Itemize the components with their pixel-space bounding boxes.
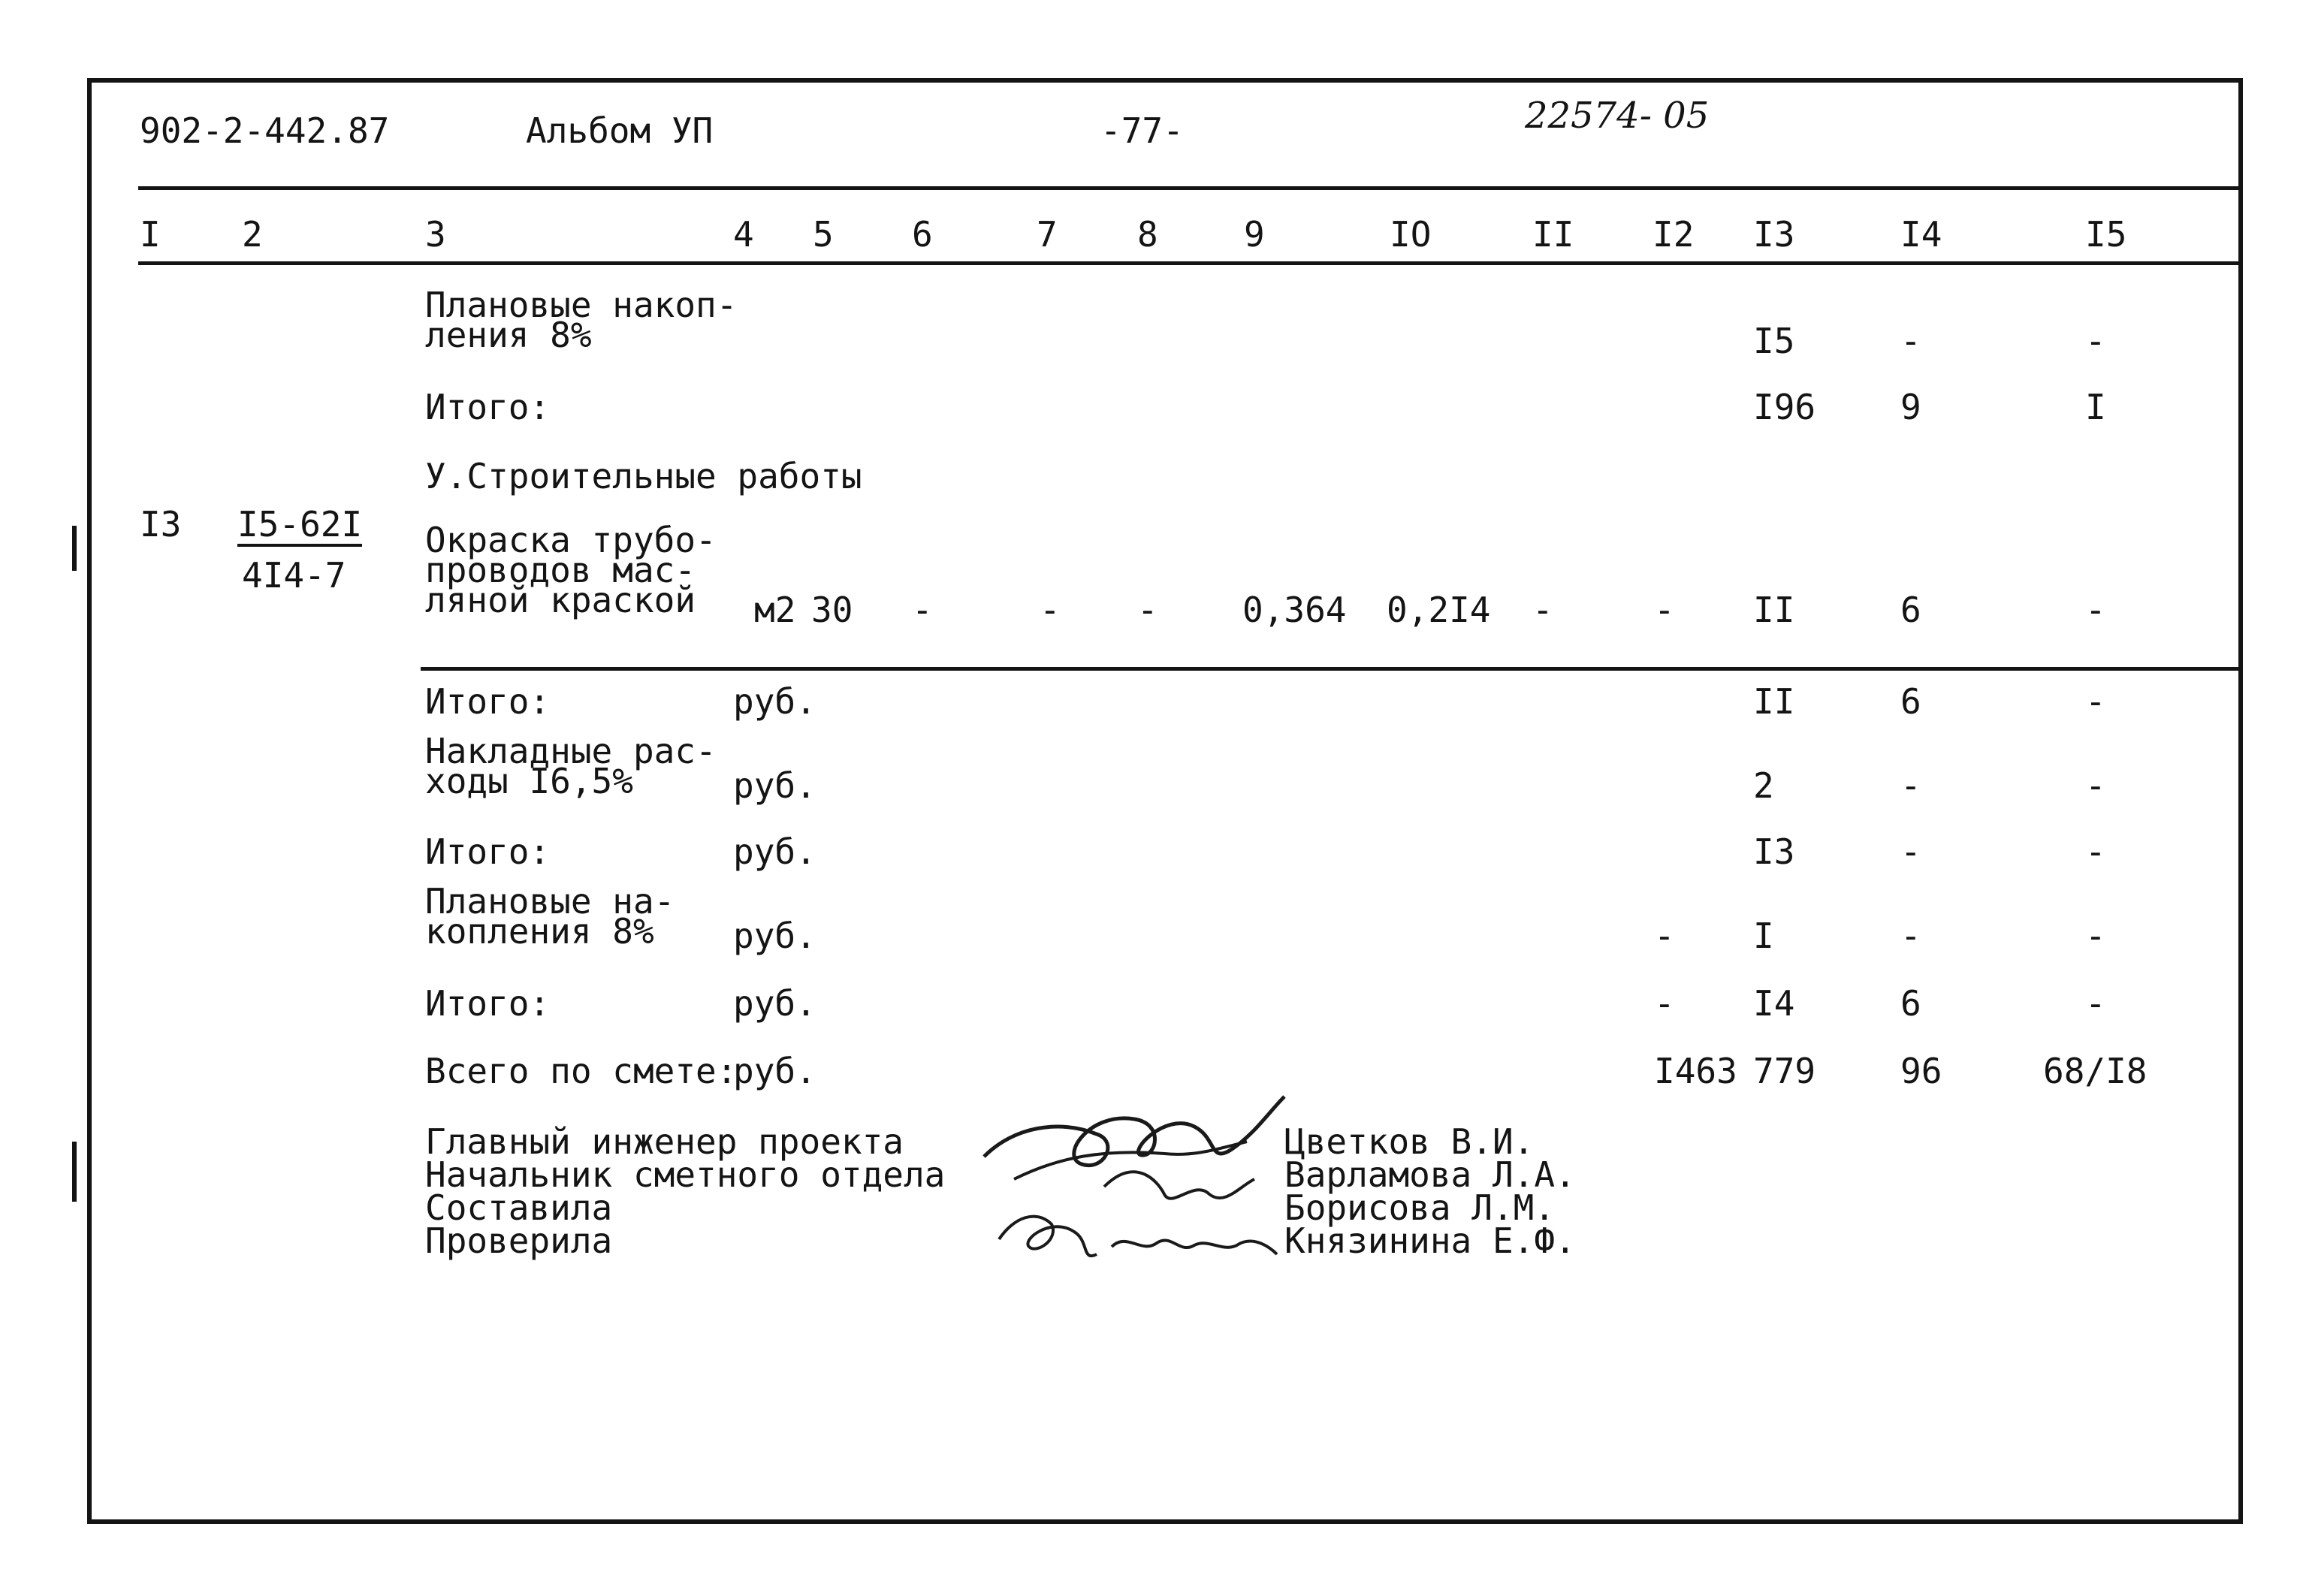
column-number: I3 [1753, 214, 1795, 255]
cell-unit: м2 [754, 590, 796, 630]
row-label: ления 8% [425, 315, 592, 355]
cell-c14: 96 [1900, 1051, 1942, 1091]
cell-unit: руб. [733, 916, 816, 956]
column-number: IO [1390, 214, 1432, 255]
signature-role: Главный инженер проекта [425, 1121, 904, 1162]
item-number: I3 [140, 504, 182, 545]
cell-c13: II [1753, 590, 1795, 630]
row-label: Окраска трубо- [425, 520, 717, 560]
column-number: II [1532, 214, 1574, 255]
cell-c15: - [2085, 681, 2106, 722]
cell-unit: руб. [733, 831, 816, 872]
price-code: I5-62I [237, 508, 362, 547]
row-label: Итого: [425, 983, 551, 1024]
row-label: ходы I6,5% [425, 761, 633, 801]
column-number: 6 [912, 214, 933, 255]
section-heading: У.Строительные работы [425, 456, 862, 496]
column-number: 3 [425, 214, 446, 255]
row-label: проводов мас- [425, 550, 696, 590]
cell-c15: - [2085, 765, 2106, 806]
price-code-secondary: 4I4-7 [242, 555, 346, 596]
cell-c12: I463 [1654, 1051, 1737, 1091]
cell-c14: - [1900, 321, 1921, 361]
cell-c15: - [2085, 983, 2106, 1024]
margin-mark [72, 526, 77, 571]
cell-c14: 6 [1900, 983, 1921, 1024]
column-number: 8 [1137, 214, 1158, 255]
cell-c7: - [1040, 590, 1061, 630]
column-number: I [140, 214, 161, 255]
album-label: Альбом УП [526, 110, 714, 151]
cell-c13: I5 [1753, 321, 1795, 361]
handwritten-number: 22574- 05 [1525, 95, 1710, 137]
cell-c12: - [1654, 590, 1675, 630]
cell-c14: 6 [1900, 681, 1921, 722]
margin-mark [72, 1142, 77, 1202]
cell-c12: - [1654, 983, 1675, 1024]
doc-code: 902-2-442.87 [140, 110, 390, 151]
header-rule [138, 186, 2243, 190]
cell-c13: I4 [1753, 983, 1795, 1024]
row-label: Итого: [425, 831, 551, 872]
signature-role: Проверила [425, 1220, 613, 1261]
signature-role: Составила [425, 1187, 613, 1228]
cell-c8: - [1137, 590, 1158, 630]
cell-unit: руб. [733, 765, 816, 806]
column-number: 2 [242, 214, 263, 255]
page-number: -77- [1100, 110, 1184, 151]
signature-name: Цветков В.И. [1284, 1121, 1535, 1162]
column-number: I2 [1653, 214, 1695, 255]
cell-c15: - [2085, 916, 2106, 956]
cell-c14: 6 [1900, 590, 1921, 630]
cell-c14: - [1900, 831, 1921, 872]
column-number: 7 [1037, 214, 1058, 255]
cell-c15: I [2085, 387, 2106, 427]
signature-name: Варламова Л.А. [1284, 1154, 1576, 1195]
cell-c14: 9 [1900, 387, 1921, 427]
row-label: Итого: [425, 681, 551, 722]
cell-c13: I3 [1753, 831, 1795, 872]
cell-c13: II [1753, 681, 1795, 722]
row-label: Накладные рас- [425, 731, 717, 771]
signature-name: Князинина Е.Ф. [1284, 1220, 1576, 1261]
column-header-rule [138, 261, 2243, 265]
cell-quantity: 30 [811, 590, 853, 630]
cell-c13: 2 [1753, 765, 1774, 806]
cell-c13: I [1753, 916, 1774, 956]
signature-name: Борисова Л.М. [1284, 1187, 1556, 1228]
cell-c15: - [2085, 831, 2106, 872]
cell-c6: - [912, 590, 933, 630]
cell-c14: - [1900, 916, 1921, 956]
column-number: 5 [813, 214, 834, 255]
column-number: 4 [733, 214, 754, 255]
row-label: Плановые накоп- [425, 285, 738, 325]
subtotal-rule [421, 667, 2243, 671]
row-label: копления 8% [425, 911, 654, 952]
cell-c13: 779 [1753, 1051, 1816, 1091]
row-label: Итого: [425, 387, 551, 427]
column-number: I4 [1900, 214, 1942, 255]
grand-total-label: Всего по смете: [425, 1051, 738, 1091]
cell-unit: руб. [733, 681, 816, 722]
cell-unit: руб. [733, 983, 816, 1024]
cell-c13: I96 [1753, 387, 1816, 427]
cell-c14: - [1900, 765, 1921, 806]
row-label: Плановые на- [425, 881, 675, 922]
cell-c15: - [2085, 321, 2106, 361]
column-number: I5 [2085, 214, 2127, 255]
cell-c10: 0,2I4 [1387, 590, 1491, 630]
cell-unit: руб. [733, 1051, 816, 1091]
cell-c11: - [1532, 590, 1553, 630]
cell-c15: 68/I8 [2043, 1051, 2148, 1091]
cell-c15: - [2085, 590, 2106, 630]
row-label: ляной краской [425, 580, 696, 620]
handwritten-signatures [969, 1067, 1299, 1277]
cell-c12: - [1654, 916, 1675, 956]
cell-c9: 0,364 [1242, 590, 1347, 630]
signature-role: Начальник сметного отдела [425, 1154, 946, 1195]
column-number: 9 [1244, 214, 1265, 255]
